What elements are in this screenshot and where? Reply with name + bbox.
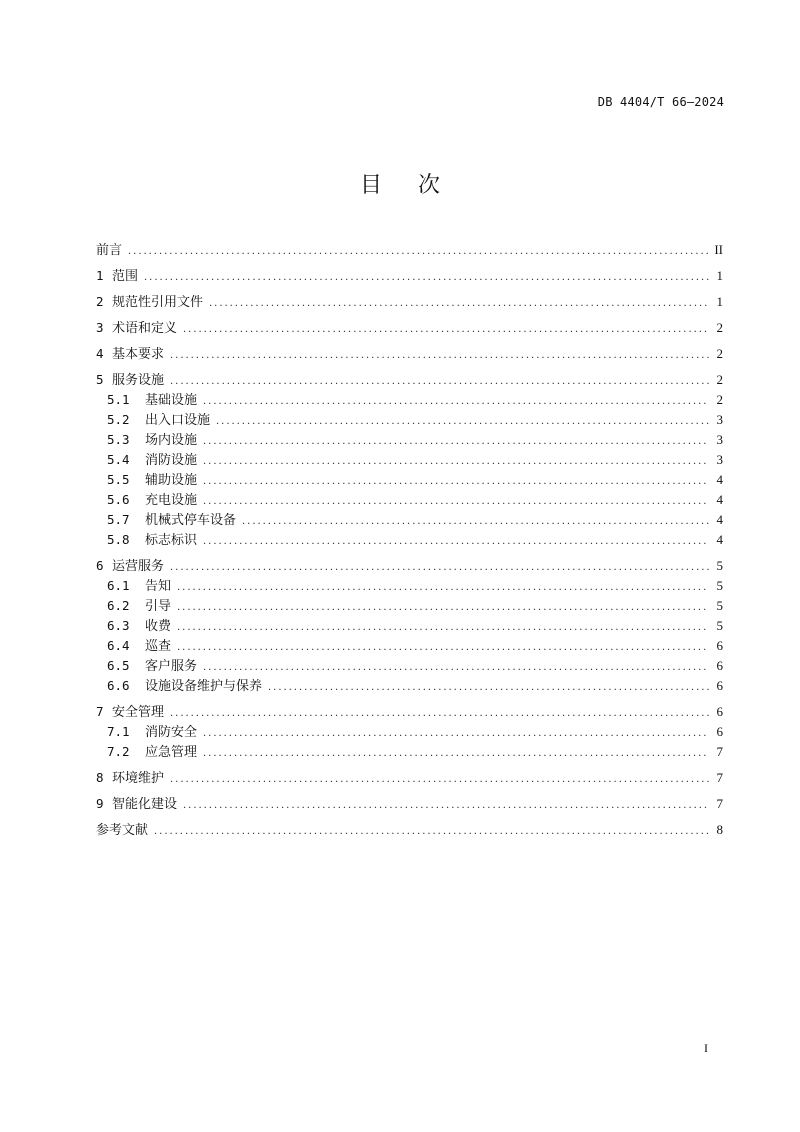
toc-entry-page: 4 bbox=[716, 472, 723, 487]
toc-entry[interactable] bbox=[96, 530, 723, 550]
toc-leader-dots bbox=[128, 242, 709, 262]
toc-entry-page: 4 bbox=[716, 532, 723, 547]
toc-entry-number: 7.2 bbox=[107, 744, 130, 759]
toc-leader-dots bbox=[203, 392, 709, 412]
toc-entry-title: 巡查 bbox=[145, 639, 172, 654]
toc-leader-dots bbox=[203, 492, 709, 512]
toc-entry-page: 4 bbox=[716, 492, 723, 507]
toc-entry-title: 安全管理 bbox=[112, 705, 165, 720]
toc-entry-number: 9 bbox=[96, 796, 104, 811]
toc-entry-number: 6.6 bbox=[107, 678, 130, 693]
toc-entry-number: 2 bbox=[96, 294, 104, 309]
toc-entry-page: 2 bbox=[716, 346, 723, 361]
toc-entry-page: 2 bbox=[716, 372, 723, 387]
toc-entry[interactable] bbox=[96, 656, 723, 676]
toc-entry-page: 7 bbox=[716, 770, 723, 785]
toc-leader-dots bbox=[177, 618, 709, 638]
toc-entry-page: 6 bbox=[716, 658, 723, 673]
toc-entry[interactable] bbox=[96, 470, 723, 490]
toc-leader-dots bbox=[183, 796, 709, 816]
toc-entry-number: 6 bbox=[96, 558, 104, 573]
toc-entry-number: 6.5 bbox=[107, 658, 130, 673]
toc-leader-dots bbox=[203, 724, 709, 744]
toc-entry-number: 6.3 bbox=[107, 618, 130, 633]
toc-entry-page: 1 bbox=[716, 294, 723, 309]
toc-entry[interactable] bbox=[96, 794, 723, 814]
toc-entry-title: 收费 bbox=[145, 619, 172, 634]
toc-entry-title: 范围 bbox=[112, 269, 139, 284]
toc-leader-dots bbox=[268, 678, 709, 698]
toc-entry-number: 5.7 bbox=[107, 512, 130, 527]
toc-leader-dots bbox=[177, 598, 709, 618]
toc-entry-title: 客户服务 bbox=[145, 659, 198, 674]
toc-entry-title: 运营服务 bbox=[112, 559, 165, 574]
toc-leader-dots bbox=[203, 472, 709, 492]
toc-entry-page: 1 bbox=[716, 268, 723, 283]
toc-entry-title: 参考文献 bbox=[96, 823, 149, 838]
toc-leader-dots bbox=[177, 638, 709, 658]
table-of-contents bbox=[96, 240, 723, 846]
toc-leader-dots bbox=[242, 512, 709, 532]
page-number: I bbox=[704, 1041, 708, 1055]
toc-entry-page: 6 bbox=[716, 678, 723, 693]
toc-entry[interactable] bbox=[96, 596, 723, 616]
toc-leader-dots bbox=[154, 822, 709, 842]
toc-entry[interactable] bbox=[96, 702, 723, 722]
toc-entry[interactable] bbox=[96, 410, 723, 430]
toc-entry-page: 5 bbox=[716, 618, 723, 633]
toc-entry-title: 辅助设施 bbox=[145, 473, 198, 488]
toc-entry-number: 3 bbox=[96, 320, 104, 335]
toc-entry-title: 设施设备维护与保养 bbox=[145, 679, 263, 694]
toc-entry[interactable] bbox=[96, 390, 723, 410]
toc-entry-number: 5.1 bbox=[107, 392, 130, 407]
toc-entry[interactable] bbox=[96, 722, 723, 742]
toc-entry-title: 规范性引用文件 bbox=[112, 295, 204, 310]
toc-entry-title: 告知 bbox=[145, 579, 172, 594]
toc-entry[interactable] bbox=[96, 616, 723, 636]
toc-entry-number: 5.2 bbox=[107, 412, 130, 427]
toc-leader-dots bbox=[203, 658, 709, 678]
toc-leader-dots bbox=[170, 704, 709, 724]
toc-entry[interactable] bbox=[96, 430, 723, 450]
toc-entry-page: II bbox=[714, 242, 723, 257]
toc-entry[interactable] bbox=[96, 344, 723, 364]
toc-leader-dots bbox=[177, 578, 709, 598]
toc-entry-title: 基础设施 bbox=[145, 393, 198, 408]
toc-entry[interactable] bbox=[96, 450, 723, 470]
toc-entry-number: 5.3 bbox=[107, 432, 130, 447]
toc-entry-title: 前言 bbox=[96, 243, 123, 258]
toc-entry-number: 6.1 bbox=[107, 578, 130, 593]
toc-entry[interactable] bbox=[96, 636, 723, 656]
toc-entry-page: 3 bbox=[716, 412, 723, 427]
toc-entry-page: 7 bbox=[716, 796, 723, 811]
toc-leader-dots bbox=[170, 346, 709, 366]
toc-entry-number: 4 bbox=[96, 346, 104, 361]
toc-entry[interactable] bbox=[96, 510, 723, 530]
toc-entry-title: 应急管理 bbox=[145, 745, 198, 760]
toc-entry-number: 5.5 bbox=[107, 472, 130, 487]
toc-entry-title: 基本要求 bbox=[112, 347, 165, 362]
toc-entry-title: 出入口设施 bbox=[145, 413, 211, 428]
toc-entry-title: 术语和定义 bbox=[112, 321, 178, 336]
toc-entry[interactable] bbox=[96, 240, 723, 260]
toc-entry[interactable] bbox=[96, 490, 723, 510]
toc-leader-dots bbox=[203, 432, 709, 452]
toc-entry[interactable] bbox=[96, 676, 723, 696]
toc-entry[interactable] bbox=[96, 820, 723, 840]
toc-entry-page: 3 bbox=[716, 452, 723, 467]
toc-entry[interactable] bbox=[96, 768, 723, 788]
toc-entry-page: 2 bbox=[716, 320, 723, 335]
toc-entry-page: 4 bbox=[716, 512, 723, 527]
toc-entry-title: 服务设施 bbox=[112, 373, 165, 388]
toc-entry-page: 5 bbox=[716, 558, 723, 573]
toc-entry-number: 5 bbox=[96, 372, 104, 387]
toc-entry-number: 5.6 bbox=[107, 492, 130, 507]
toc-entry-title: 充电设施 bbox=[145, 493, 198, 508]
toc-entry-title: 环境维护 bbox=[112, 771, 165, 786]
toc-leader-dots bbox=[203, 532, 709, 552]
toc-entry[interactable] bbox=[96, 266, 723, 286]
toc-leader-dots bbox=[144, 268, 709, 288]
toc-entry-page: 6 bbox=[716, 638, 723, 653]
toc-entry-page: 2 bbox=[716, 392, 723, 407]
toc-entry-title: 场内设施 bbox=[145, 433, 198, 448]
toc-entry-title: 智能化建设 bbox=[112, 797, 178, 812]
toc-entry-page: 3 bbox=[716, 432, 723, 447]
toc-entry-number: 5.8 bbox=[107, 532, 130, 547]
toc-entry-page: 8 bbox=[716, 822, 723, 837]
toc-entry-title: 消防安全 bbox=[145, 725, 198, 740]
toc-entry-number: 8 bbox=[96, 770, 104, 785]
toc-entry-number: 7.1 bbox=[107, 724, 130, 739]
toc-leader-dots bbox=[203, 744, 709, 764]
toc-entry-page: 6 bbox=[716, 724, 723, 739]
toc-leader-dots bbox=[170, 372, 709, 392]
toc-leader-dots bbox=[216, 412, 709, 432]
toc-entry[interactable] bbox=[96, 318, 723, 338]
toc-entry[interactable] bbox=[96, 742, 723, 762]
toc-entry-number: 6.4 bbox=[107, 638, 130, 653]
toc-leader-dots bbox=[203, 452, 709, 472]
toc-entry-number: 6.2 bbox=[107, 598, 130, 613]
page-title: 目次 bbox=[359, 173, 476, 198]
toc-leader-dots bbox=[170, 558, 709, 578]
toc-leader-dots bbox=[170, 770, 709, 790]
toc-entry-title: 机械式停车设备 bbox=[145, 513, 237, 528]
toc-entry-title: 标志标识 bbox=[145, 533, 198, 548]
toc-entry-number: 7 bbox=[96, 704, 104, 719]
toc-entry[interactable] bbox=[96, 370, 723, 390]
toc-entry[interactable] bbox=[96, 556, 723, 576]
toc-entry-number: 5.4 bbox=[107, 452, 130, 467]
document-code: DB 4404/T 66—2024 bbox=[597, 95, 724, 109]
toc-entry[interactable] bbox=[96, 292, 723, 312]
toc-entry-page: 7 bbox=[716, 744, 723, 759]
toc-entry-number: 1 bbox=[96, 268, 104, 283]
toc-entry-page: 5 bbox=[716, 598, 723, 613]
toc-entry-page: 6 bbox=[716, 704, 723, 719]
toc-leader-dots bbox=[183, 320, 709, 340]
toc-entry[interactable] bbox=[96, 576, 723, 596]
toc-entry-page: 5 bbox=[716, 578, 723, 593]
toc-leader-dots bbox=[209, 294, 709, 314]
toc-entry-title: 引导 bbox=[145, 599, 172, 614]
toc-entry-title: 消防设施 bbox=[145, 453, 198, 468]
